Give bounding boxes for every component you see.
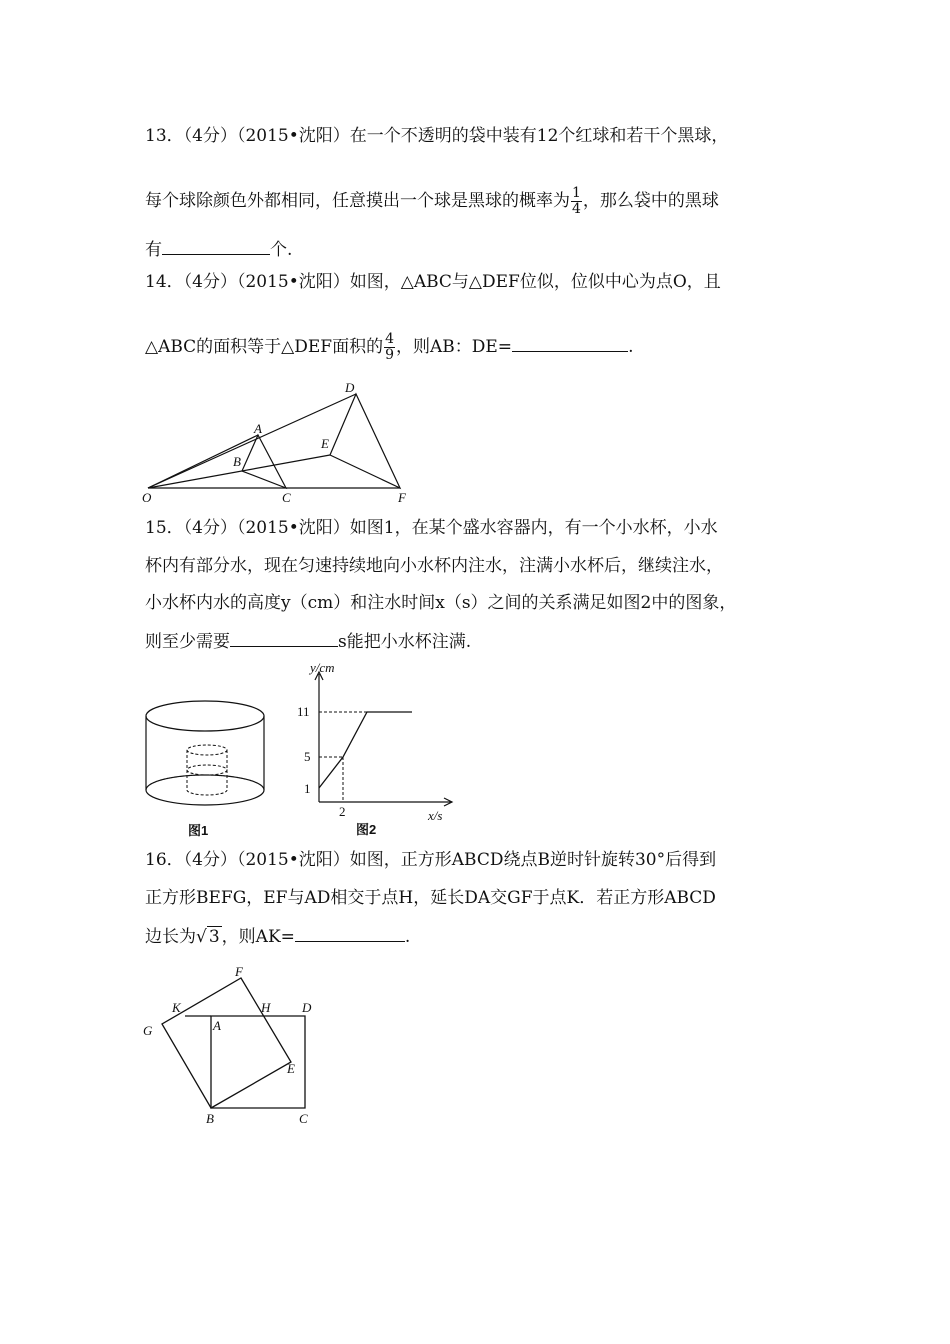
answer-blank[interactable] bbox=[162, 236, 270, 255]
label-a: A bbox=[213, 1018, 221, 1033]
q13-line2 bbox=[145, 186, 719, 217]
triangle-def bbox=[330, 394, 400, 488]
cup-bottom bbox=[187, 790, 227, 795]
fraction-denominator: 9 bbox=[385, 347, 394, 363]
answer-blank[interactable] bbox=[512, 333, 628, 352]
question-number: 16． bbox=[145, 850, 184, 870]
x-tick-label-2: 2 bbox=[339, 804, 346, 819]
q15-line2 bbox=[145, 554, 723, 578]
q16-figure bbox=[140, 962, 340, 1134]
fraction-one-quarter bbox=[571, 186, 582, 217]
q15-line4 bbox=[145, 628, 471, 654]
label-k: K bbox=[172, 1000, 181, 1015]
label-f: F bbox=[398, 490, 406, 505]
question-text: △ABC的面积等于△DEF面积的 bbox=[145, 337, 384, 357]
fraction-denominator: 4 bbox=[572, 201, 581, 217]
q16-line2 bbox=[145, 886, 716, 910]
label-c: C bbox=[299, 1111, 308, 1126]
label-b: B bbox=[206, 1111, 214, 1126]
question-text: 如图1，在某个盛水容器内，有一个小水杯，小水 bbox=[349, 518, 718, 538]
q13-line3 bbox=[145, 236, 292, 262]
question-text: 每个球除颜色外都相同，任意摸出一个球是黑球的概率为 bbox=[145, 191, 570, 211]
q15-figure1-container bbox=[140, 694, 280, 844]
question-source: （2015•沈阳） bbox=[236, 850, 350, 870]
question-text: ，则AK= bbox=[221, 927, 295, 947]
label-h: H bbox=[261, 1000, 271, 1015]
question-score: （4分） bbox=[183, 518, 237, 538]
question-text: 如图，正方形ABCD绕点B逆时针旋转30°后得到 bbox=[349, 850, 717, 870]
label-d: D bbox=[345, 380, 355, 395]
question-text: 小水杯内水的高度y（cm）和注水时间x（s）之间的关系满足如图2中的图象， bbox=[145, 593, 737, 613]
y-tick-label-11: 11 bbox=[297, 704, 310, 719]
question-text: . bbox=[404, 927, 411, 947]
container-water-surface bbox=[146, 775, 264, 790]
container-bottom-front bbox=[146, 790, 264, 805]
question-score: （4分） bbox=[183, 126, 237, 146]
question-source: （2015•沈阳） bbox=[236, 518, 350, 538]
question-score: （4分） bbox=[183, 272, 237, 292]
fraction-numerator: 1 bbox=[572, 185, 581, 201]
figure2-caption: 图2 bbox=[356, 822, 377, 837]
question-score: （4分） bbox=[183, 850, 237, 870]
question-text: 则至少需要 bbox=[145, 632, 230, 652]
ray-oa bbox=[148, 435, 258, 488]
answer-blank[interactable] bbox=[295, 923, 405, 942]
label-g: G bbox=[143, 1023, 153, 1038]
question-text: 如图，△ABC与△DEF位似，位似中心为点O，且 bbox=[349, 272, 721, 292]
q14-line1 bbox=[145, 270, 721, 294]
y-tick-label-1: 1 bbox=[304, 781, 311, 796]
question-text: 边长为 bbox=[145, 927, 196, 947]
series-line bbox=[319, 712, 412, 788]
q14-figure bbox=[140, 378, 420, 508]
radicand: 3 bbox=[208, 927, 220, 947]
fraction-four-ninths bbox=[384, 332, 395, 363]
container-top-rim bbox=[146, 701, 264, 731]
question-text: 正方形BEFG，EF与AD相交于点H，延长DA交GF于点K．若正方形ABCD bbox=[145, 888, 716, 908]
q15-line1 bbox=[145, 516, 718, 540]
question-number: 13． bbox=[145, 126, 184, 146]
label-d: D bbox=[302, 1000, 312, 1015]
q16-line3 bbox=[145, 923, 410, 949]
label-e: E bbox=[321, 436, 329, 451]
cup-water-level bbox=[187, 765, 227, 775]
question-source: （2015•沈阳） bbox=[236, 126, 350, 146]
question-text: 个. bbox=[270, 240, 293, 260]
question-text: ，那么袋中的黑球 bbox=[582, 191, 719, 211]
small-cup bbox=[187, 745, 227, 795]
question-text: 有 bbox=[145, 240, 162, 260]
q16-line1 bbox=[145, 848, 716, 872]
square-root: √ 3 bbox=[196, 927, 220, 947]
label-f: F bbox=[235, 964, 243, 979]
question-text: 杯内有部分水，现在匀速持续地向小水杯内注水，注满小水杯后，继续注水， bbox=[145, 556, 723, 576]
q13-line1 bbox=[145, 124, 728, 148]
question-text: s能把小水杯注满. bbox=[338, 632, 472, 652]
label-e: E bbox=[287, 1061, 295, 1076]
q14-line2 bbox=[145, 332, 633, 363]
square-befg bbox=[162, 978, 291, 1108]
question-text: 在一个不透明的袋中装有12个红球和若干个黑球， bbox=[349, 126, 729, 146]
q15-figure2-graph bbox=[292, 660, 462, 840]
y-tick-label-5: 5 bbox=[304, 749, 311, 764]
x-axis-label: x/s bbox=[428, 808, 443, 823]
question-number: 14． bbox=[145, 272, 184, 292]
cup-top bbox=[187, 745, 227, 755]
figure1-caption: 图1 bbox=[188, 823, 209, 838]
fraction-numerator: 4 bbox=[385, 331, 394, 347]
question-number: 15． bbox=[145, 518, 184, 538]
answer-blank[interactable] bbox=[230, 628, 338, 647]
question-source: （2015•沈阳） bbox=[236, 272, 350, 292]
label-b: B bbox=[233, 454, 241, 469]
label-a: A bbox=[254, 421, 262, 436]
question-text: ，则AB：DE= bbox=[396, 337, 513, 357]
q15-line3 bbox=[145, 591, 736, 615]
question-text: . bbox=[628, 337, 634, 357]
label-c: C bbox=[282, 490, 291, 505]
y-axis-label: y/cm bbox=[310, 660, 335, 675]
label-o: O bbox=[142, 490, 152, 505]
